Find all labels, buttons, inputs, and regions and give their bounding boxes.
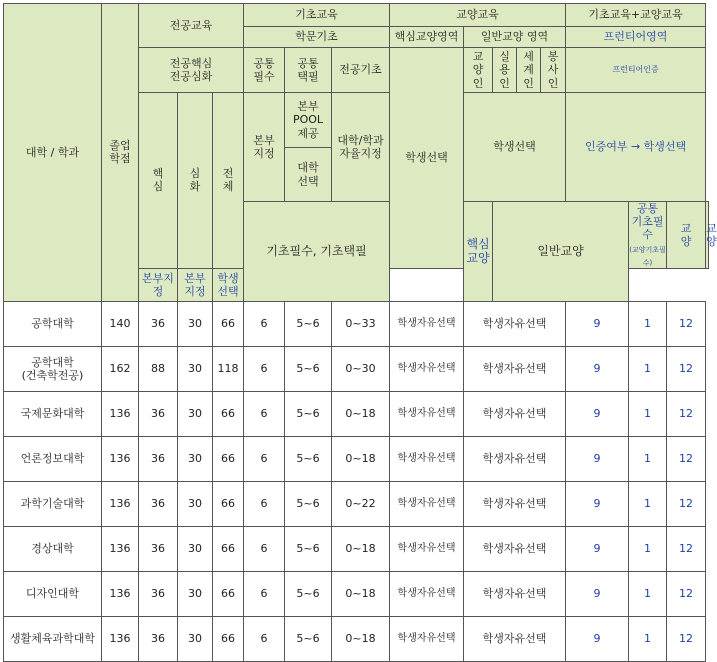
header-liberal-b: 교 양 (706, 202, 709, 269)
cell-name: 공학대학 (건축학전공) (4, 346, 102, 391)
cell-major-basic: 0~22 (332, 481, 390, 526)
cell-req: 6 (244, 391, 285, 436)
cell-fr1: 9 (566, 346, 629, 391)
header-hq-designated: 본부 지정 (244, 93, 285, 202)
header-college-choice: 대학 선택 (285, 148, 332, 202)
cell-deep: 30 (178, 391, 213, 436)
cell-core-lib: 학생자유선택 (390, 346, 464, 391)
cell-req: 6 (244, 436, 285, 481)
cell-core: 36 (139, 526, 178, 571)
header-core-liberal: 핵심교양 (464, 202, 493, 302)
cell-grad: 136 (102, 481, 139, 526)
cell-elective: 5~6 (285, 481, 332, 526)
cell-fr2: 1 (629, 346, 667, 391)
cell-gen-lib: 학생자유선택 (464, 616, 566, 661)
cell-fr1: 9 (566, 436, 629, 481)
header-common-elective: 공통 택필 (285, 48, 332, 93)
cell-req: 6 (244, 481, 285, 526)
cell-deep: 30 (178, 436, 213, 481)
header-student-choice-3: 학생 선택 (213, 268, 244, 301)
cell-elective: 5~6 (285, 301, 332, 346)
cell-grad: 140 (102, 301, 139, 346)
header-basic-liberal-edu: 기초교육+교양교육 (566, 4, 706, 27)
cell-total: 66 (213, 526, 244, 571)
cell-total: 66 (213, 571, 244, 616)
cell-total: 66 (213, 616, 244, 661)
cell-fr3: 12 (667, 526, 706, 571)
cell-fr3: 12 (667, 391, 706, 436)
header-basic-edu: 기초교육 (244, 4, 390, 27)
cell-elective: 5~6 (285, 391, 332, 436)
cell-elective: 5~6 (285, 571, 332, 616)
header-frontier-area: 프런티어영역 (566, 27, 706, 48)
cell-fr3: 12 (667, 481, 706, 526)
cell-core: 36 (139, 436, 178, 481)
cell-grad: 162 (102, 346, 139, 391)
table-row (4, 346, 709, 391)
cell-req: 6 (244, 301, 285, 346)
header-hq-designated-3: 본부 지정 (178, 268, 213, 301)
curriculum-credits-table (3, 3, 717, 662)
cell-major-basic: 0~30 (332, 346, 390, 391)
cell-fr3: 12 (667, 436, 706, 481)
cell-deep: 30 (178, 481, 213, 526)
cell-major-basic: 0~18 (332, 526, 390, 571)
cell-core-lib: 학생자유선택 (390, 481, 464, 526)
header-student-choice-general: 학생선택 (464, 93, 566, 202)
header-basic-required-elective: 기초필수, 기초택필 (244, 202, 390, 302)
header-student-choice-core: 학생선택 (390, 48, 464, 269)
cell-deep: 30 (178, 346, 213, 391)
cell-deep: 30 (178, 616, 213, 661)
cell-core-lib: 학생자유선택 (390, 526, 464, 571)
cell-gen-lib: 학생자유선택 (464, 301, 566, 346)
cell-name: 디자인대학 (4, 571, 102, 616)
cell-fr3: 12 (667, 571, 706, 616)
header-total: 전 체 (213, 93, 244, 269)
cell-req: 6 (244, 571, 285, 616)
cell-gen-lib: 학생자유선택 (464, 391, 566, 436)
cell-core: 36 (139, 391, 178, 436)
cell-fr1: 9 (566, 301, 629, 346)
header-liberal-a: 교 양 (667, 202, 706, 269)
cell-fr1: 9 (566, 571, 629, 616)
cell-gen-lib: 학생자유선택 (464, 346, 566, 391)
cell-req: 6 (244, 526, 285, 571)
cell-elective: 5~6 (285, 616, 332, 661)
header-general-liberal-area: 일반교양 영역 (464, 27, 566, 48)
header-practical-person: 실 용 인 (493, 48, 517, 93)
cell-core: 36 (139, 301, 178, 346)
header-college-dept: 대학 / 학과 (4, 4, 102, 302)
cell-total: 66 (213, 481, 244, 526)
header-core-liberal-area: 핵심교양영역 (390, 27, 464, 48)
cell-name: 과학기술대학 (4, 481, 102, 526)
table-row (4, 391, 709, 436)
header-hq-pool: 본부 POOL 제공 (285, 93, 332, 148)
cell-major-basic: 0~18 (332, 571, 390, 616)
header-general-liberal: 일반교양 (493, 202, 629, 302)
cell-grad: 136 (102, 526, 139, 571)
header-common-basic-required: 공통 기초필수 (교양기초필수) (629, 202, 666, 267)
cell-name: 언론정보대학 (4, 436, 102, 481)
cell-major-basic: 0~33 (332, 301, 390, 346)
cell-elective: 5~6 (285, 346, 332, 391)
cell-name: 국제문화대학 (4, 391, 102, 436)
cell-fr2: 1 (629, 571, 667, 616)
header-academic-basic: 학문기초 (244, 27, 390, 48)
cell-grad: 136 (102, 436, 139, 481)
cell-core: 36 (139, 616, 178, 661)
cell-core: 36 (139, 481, 178, 526)
table-row (4, 616, 709, 661)
cell-req: 6 (244, 346, 285, 391)
cell-fr2: 1 (629, 616, 667, 661)
cell-major-basic: 0~18 (332, 391, 390, 436)
header-liberal-edu: 교양교육 (390, 4, 566, 27)
table-row (4, 571, 709, 616)
cell-total: 66 (213, 301, 244, 346)
cell-grad: 136 (102, 616, 139, 661)
cell-total: 118 (213, 346, 244, 391)
table-row (4, 436, 709, 481)
cell-fr2: 1 (629, 391, 667, 436)
cell-core-lib: 학생자유선택 (390, 616, 464, 661)
cell-deep: 30 (178, 571, 213, 616)
header-cert-choice: 인증여부 → 학생선택 (566, 93, 706, 202)
cell-fr3: 12 (667, 301, 706, 346)
cell-core-lib: 학생자유선택 (390, 571, 464, 616)
header-major-core-deep: 전공핵심 전공심화 (139, 48, 244, 93)
table-row (4, 526, 709, 571)
cell-name: 경상대학 (4, 526, 102, 571)
table-row (4, 301, 709, 346)
cell-fr3: 12 (667, 616, 706, 661)
cell-core-lib: 학생자유선택 (390, 301, 464, 346)
cell-fr1: 9 (566, 391, 629, 436)
header-hq-designated-2: 본부지정 (139, 268, 178, 301)
cell-deep: 30 (178, 526, 213, 571)
cell-fr2: 1 (629, 526, 667, 571)
cell-deep: 30 (178, 301, 213, 346)
cell-fr1: 9 (566, 526, 629, 571)
cell-major-basic: 0~18 (332, 616, 390, 661)
cell-core: 36 (139, 571, 178, 616)
table-row (4, 481, 709, 526)
cell-core-lib: 학생자유선택 (390, 391, 464, 436)
header-deep: 심 화 (178, 93, 213, 269)
cell-fr1: 9 (566, 616, 629, 661)
header-college-dept-self: 대학/학과 자율지정 (332, 93, 390, 202)
cell-req: 6 (244, 616, 285, 661)
cell-grad: 136 (102, 391, 139, 436)
cell-gen-lib: 학생자유선택 (464, 526, 566, 571)
header-major-edu: 전공교육 (139, 4, 244, 48)
cell-fr3: 12 (667, 346, 706, 391)
cell-total: 66 (213, 436, 244, 481)
cell-gen-lib: 학생자유선택 (464, 571, 566, 616)
cell-gen-lib: 학생자유선택 (464, 436, 566, 481)
cell-core-lib: 학생자유선택 (390, 436, 464, 481)
header-grad-credits: 졸업 학점 (102, 4, 139, 302)
cell-gen-lib: 학생자유선택 (464, 481, 566, 526)
header-liberal-person: 교 양 인 (464, 48, 493, 93)
cell-elective: 5~6 (285, 436, 332, 481)
header-frontier-certification: 프런티어인증 (566, 48, 706, 93)
header-volunteer-person: 봉 사 인 (541, 48, 566, 93)
cell-grad: 136 (102, 571, 139, 616)
cell-elective: 5~6 (285, 526, 332, 571)
header-common-required: 공통 필수 (244, 48, 285, 93)
cell-total: 66 (213, 391, 244, 436)
header-global-person: 세 계 인 (517, 48, 541, 93)
header-major-basic: 전공기초 (332, 48, 390, 93)
cell-name: 공학대학 (4, 301, 102, 346)
cell-name: 생활체육과학대학 (4, 616, 102, 661)
cell-fr1: 9 (566, 481, 629, 526)
cell-fr2: 1 (629, 481, 667, 526)
cell-fr2: 1 (629, 436, 667, 481)
header-core: 핵 심 (139, 93, 178, 269)
cell-fr2: 1 (629, 301, 667, 346)
cell-major-basic: 0~18 (332, 436, 390, 481)
cell-core: 88 (139, 346, 178, 391)
